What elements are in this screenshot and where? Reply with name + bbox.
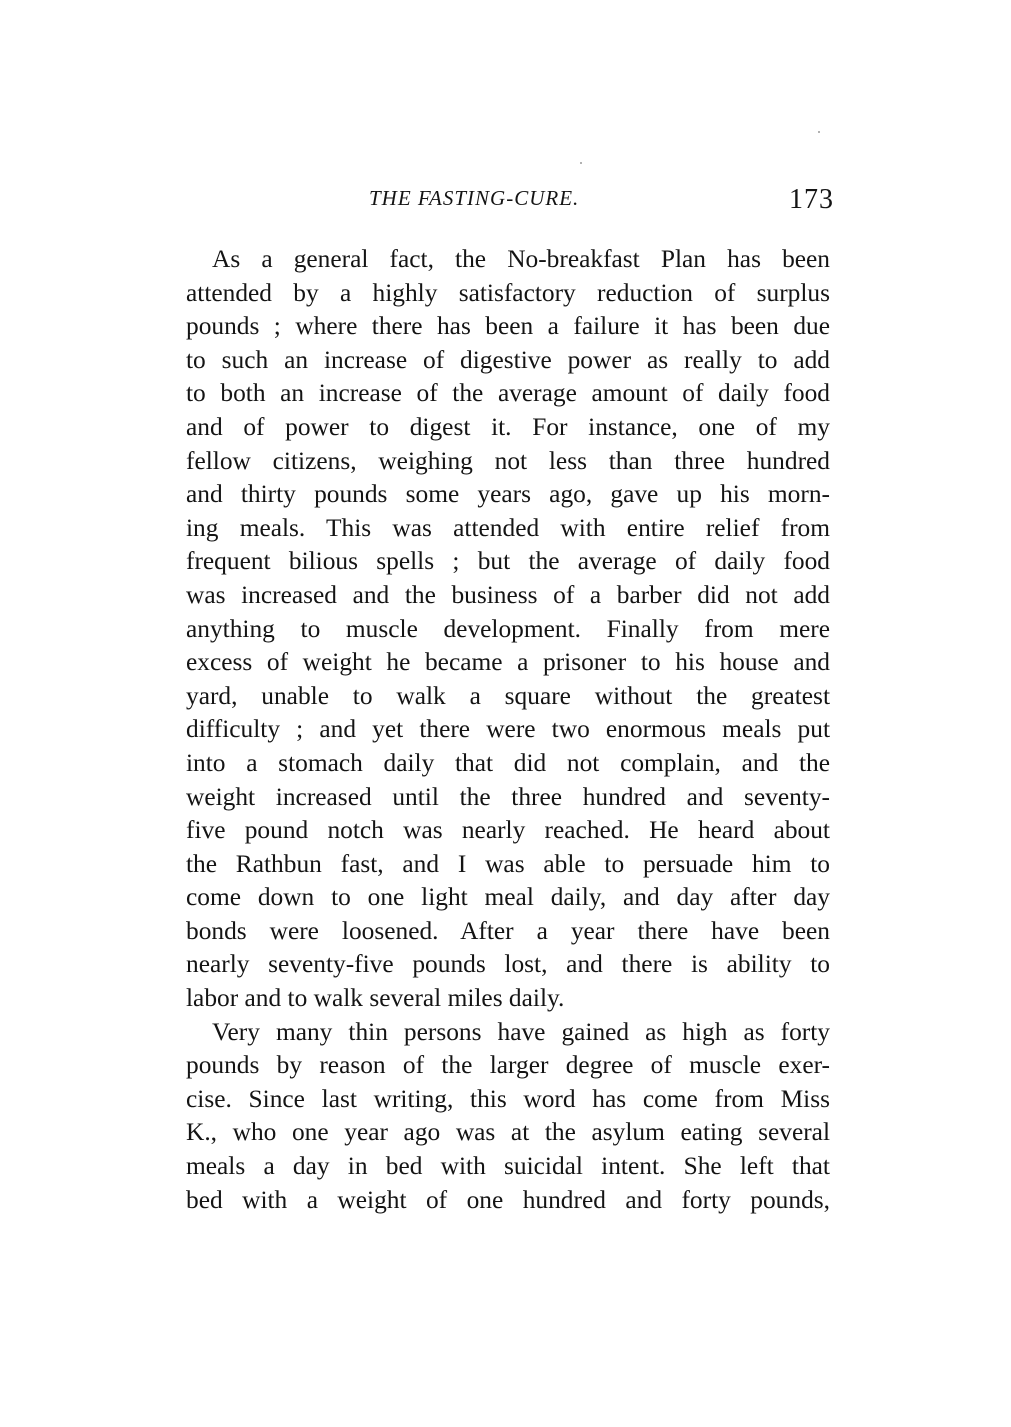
page-header xyxy=(186,186,834,220)
text-line: Very many thin persons have gained as high as forty xyxy=(212,1017,830,1046)
text-line: cise. Since last writing, this word has come from Miss xyxy=(186,1084,830,1113)
text-line: yard, unable to walk a square without the greatest xyxy=(186,681,830,710)
running-title: THE FASTING-CURE. xyxy=(369,186,580,210)
print-speck xyxy=(580,162,582,164)
paragraph-1 xyxy=(186,243,830,1016)
text-line: come down to one light meal daily, and day after day xyxy=(186,883,830,912)
body-text xyxy=(186,243,830,1217)
text-line: and of power to digest it. For instance, one of my xyxy=(186,412,830,441)
text-line: weight increased until the three hundred and seventy- xyxy=(186,782,830,811)
text-line: ing meals. This was attended with entire relief from xyxy=(186,513,830,542)
paragraph-2 xyxy=(186,1016,830,1218)
text-line: pounds ; where there has been a failure it has been due xyxy=(186,312,830,341)
page-number: 173 xyxy=(789,184,834,215)
text-line: to both an increase of the average amount of daily food xyxy=(186,379,830,408)
text-line: pounds by reason of the larger degree of muscle exer- xyxy=(186,1051,830,1080)
text-line: to such an increase of digestive power as really to add xyxy=(186,345,830,374)
text-line: and thirty pounds some years ago, gave up his morn- xyxy=(186,480,830,509)
text-line: the Rathbun fast, and I was able to persuade him to xyxy=(186,849,830,878)
text-line: bed with a weight of one hundred and forty pounds, xyxy=(186,1185,830,1214)
text-line: bonds were loosened. After a year there have been xyxy=(186,916,830,945)
text-line: labor and to walk several miles daily. xyxy=(186,984,565,1013)
text-line: difficulty ; and yet there were two enormous meals put xyxy=(186,715,830,744)
print-speck xyxy=(818,131,820,133)
text-line: As a general fact, the No-breakfast Plan has been xyxy=(212,245,830,273)
text-line: meals a day in bed with suicidal intent. She left that xyxy=(186,1152,830,1181)
text-line: attended by a highly satisfactory reduction of surplus xyxy=(186,278,830,307)
text-line: five pound notch was nearly reached. He heard about xyxy=(186,816,830,845)
text-line: was increased and the business of a barber did not add xyxy=(186,580,830,609)
text-line: frequent bilious spells ; but the average of daily food xyxy=(186,547,830,576)
text-line: nearly seventy-five pounds lost, and there is ability to xyxy=(186,950,830,979)
text-line: K., who one year ago was at the asylum eating several xyxy=(186,1118,830,1147)
text-line: anything to muscle development. Finally from mere xyxy=(186,614,830,643)
text-line: fellow citizens, weighing not less than three hundred xyxy=(186,446,830,475)
text-line: excess of weight he became a prisoner to his house and xyxy=(186,648,830,677)
text-line: into a stomach daily that did not complain, and the xyxy=(186,748,830,777)
